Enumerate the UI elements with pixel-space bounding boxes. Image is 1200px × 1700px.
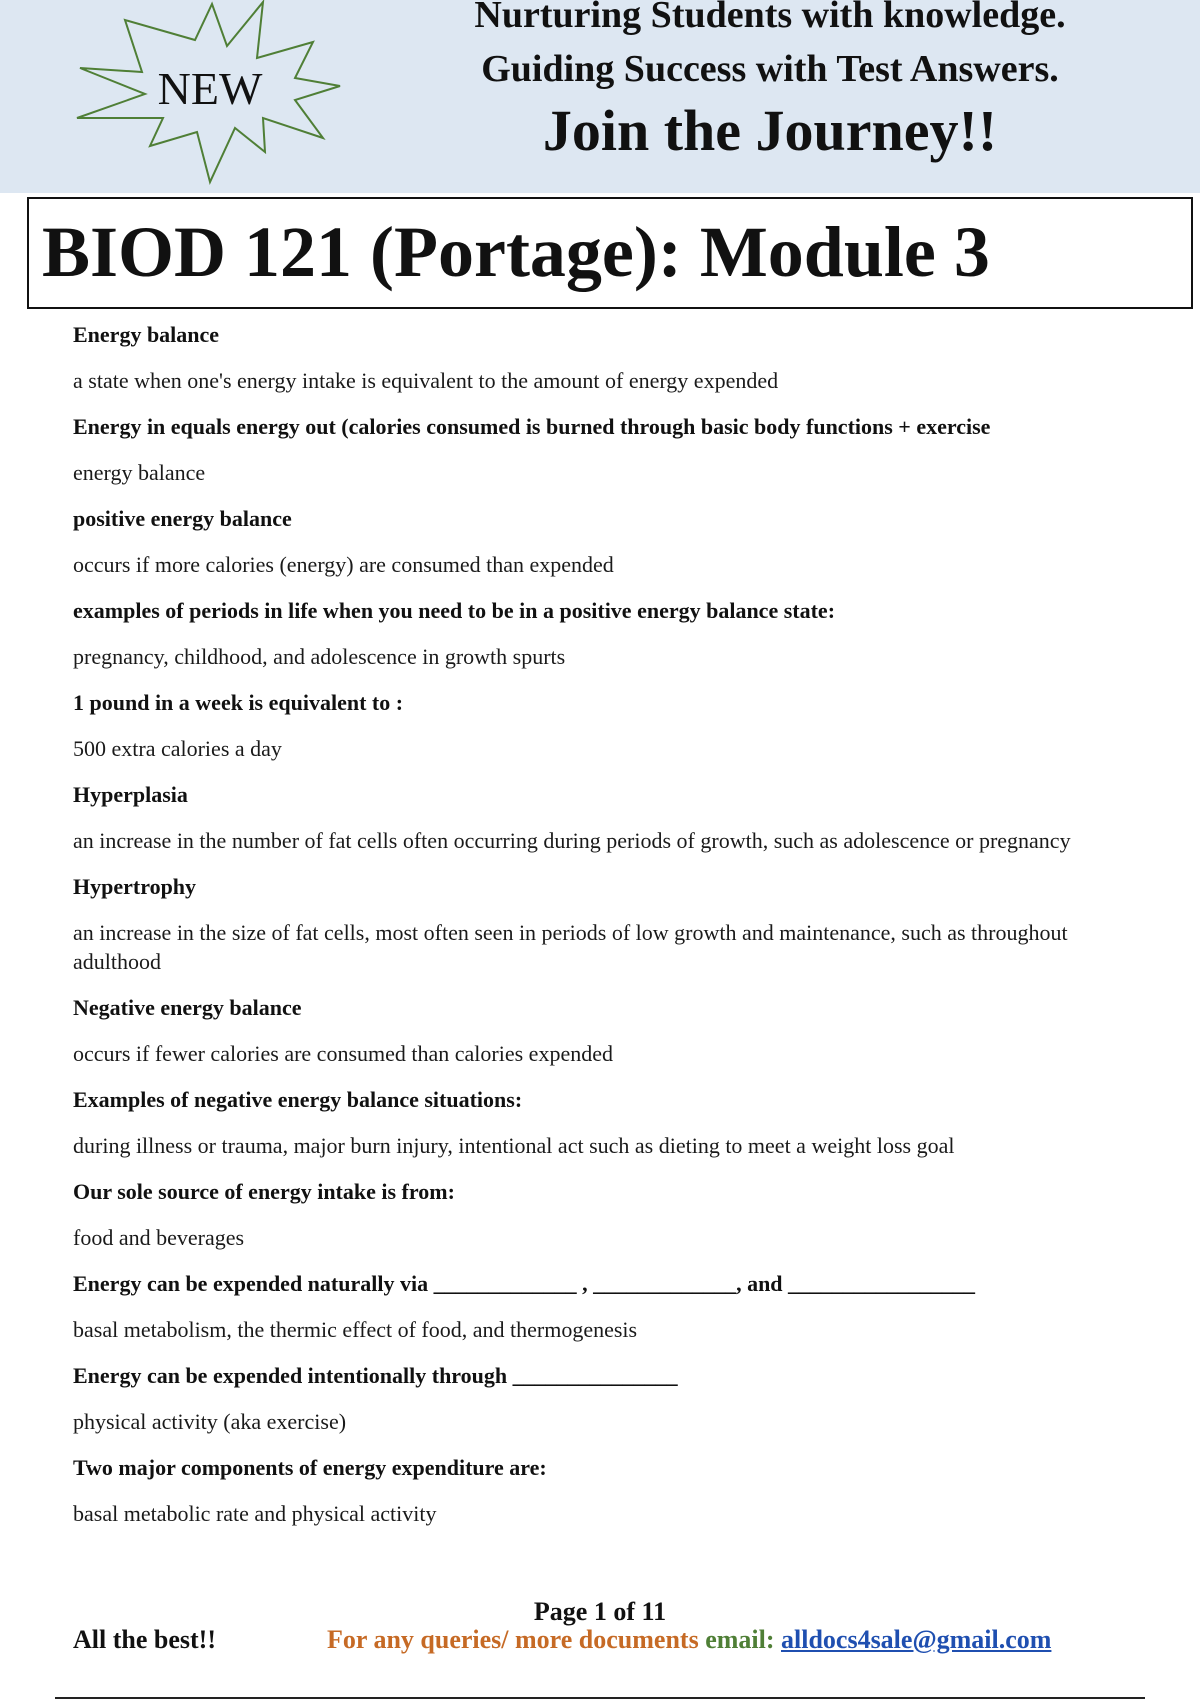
entry-term: Energy in equals energy out (calories consumed is burned through basic body functions + exercise: [73, 414, 991, 439]
page-number: Page 1 of 11: [533, 1597, 667, 1626]
entry-definition: occurs if fewer calories are consumed than calories expended: [73, 1041, 613, 1066]
entry-definition: food and beverages: [73, 1225, 245, 1250]
entry-term: examples of periods in life when you need to be in a positive energy balance state:: [73, 598, 836, 623]
footer-greeting: All the best!!: [73, 1625, 216, 1654]
entry-term: Our sole source of energy intake is from:: [73, 1179, 455, 1204]
entry-definition: 500 extra calories a day: [73, 736, 282, 761]
banner-line-3: Join the Journey!!: [542, 98, 998, 163]
entry-definition: during illness or trauma, major burn injury, intentional act such as dieting to meet a weight loss goal: [73, 1133, 955, 1158]
entry-definition: pregnancy, childhood, and adolescence in growth spurts: [73, 644, 566, 669]
flashcard-list: [73, 320, 1093, 1545]
entry-term: 1 pound in a week is equivalent to :: [73, 690, 404, 715]
banner-slogan: [420, 0, 1120, 162]
entry-definition: physical activity (aka exercise): [73, 1409, 347, 1434]
entry-term: Energy can be expended intentionally through _______________: [73, 1363, 678, 1388]
document-title-box: [27, 197, 1193, 309]
banner-line-1: Nurturing Students with knowledge.: [474, 0, 1066, 36]
entry-term: Hypertrophy: [73, 874, 197, 899]
header-banner: [0, 0, 1200, 193]
entry-definition: basal metabolism, the thermic effect of food, and thermogenesis: [73, 1317, 638, 1342]
entry-definition: a state when one's energy intake is equivalent to the amount of energy expended: [73, 368, 779, 393]
document-title: BIOD 121 (Portage): Module 3: [42, 212, 990, 292]
new-badge-label: NEW: [157, 63, 263, 114]
entry-definition: energy balance: [73, 460, 206, 485]
entry-term: Energy can be expended naturally via _____________ , _____________, and _________________: [73, 1271, 976, 1296]
footer-queries-text: For any queries/ more documents: [327, 1625, 699, 1654]
entry-definition: basal metabolic rate and physical activity: [73, 1501, 437, 1526]
entry-definition: occurs if more calories (energy) are consumed than expended: [73, 552, 614, 577]
entry-term: positive energy balance: [73, 506, 292, 531]
banner-line-2: Guiding Success with Test Answers.: [481, 48, 1059, 90]
bottom-divider: [55, 1697, 1145, 1699]
entry-term: Two major components of energy expenditure are:: [73, 1455, 547, 1480]
entry-definition: an increase in the size of fat cells, most often seen in periods of low growth and maintenance, such as throughout adulthood: [73, 920, 1068, 974]
entry-term: Hyperplasia: [73, 782, 188, 807]
footer-email-label: email:: [705, 1625, 775, 1654]
entry-term: Examples of negative energy balance situations:: [73, 1087, 523, 1112]
entry-term: Energy balance: [73, 322, 220, 347]
footer-contact: [327, 1625, 1051, 1655]
email-link[interactable]: alldocs4sale@gmail.com: [781, 1625, 1052, 1654]
entry-term: Negative energy balance: [73, 995, 302, 1020]
entry-definition: an increase in the number of fat cells often occurring during periods of growth, such as adolescence or pregnancy: [73, 828, 1071, 853]
